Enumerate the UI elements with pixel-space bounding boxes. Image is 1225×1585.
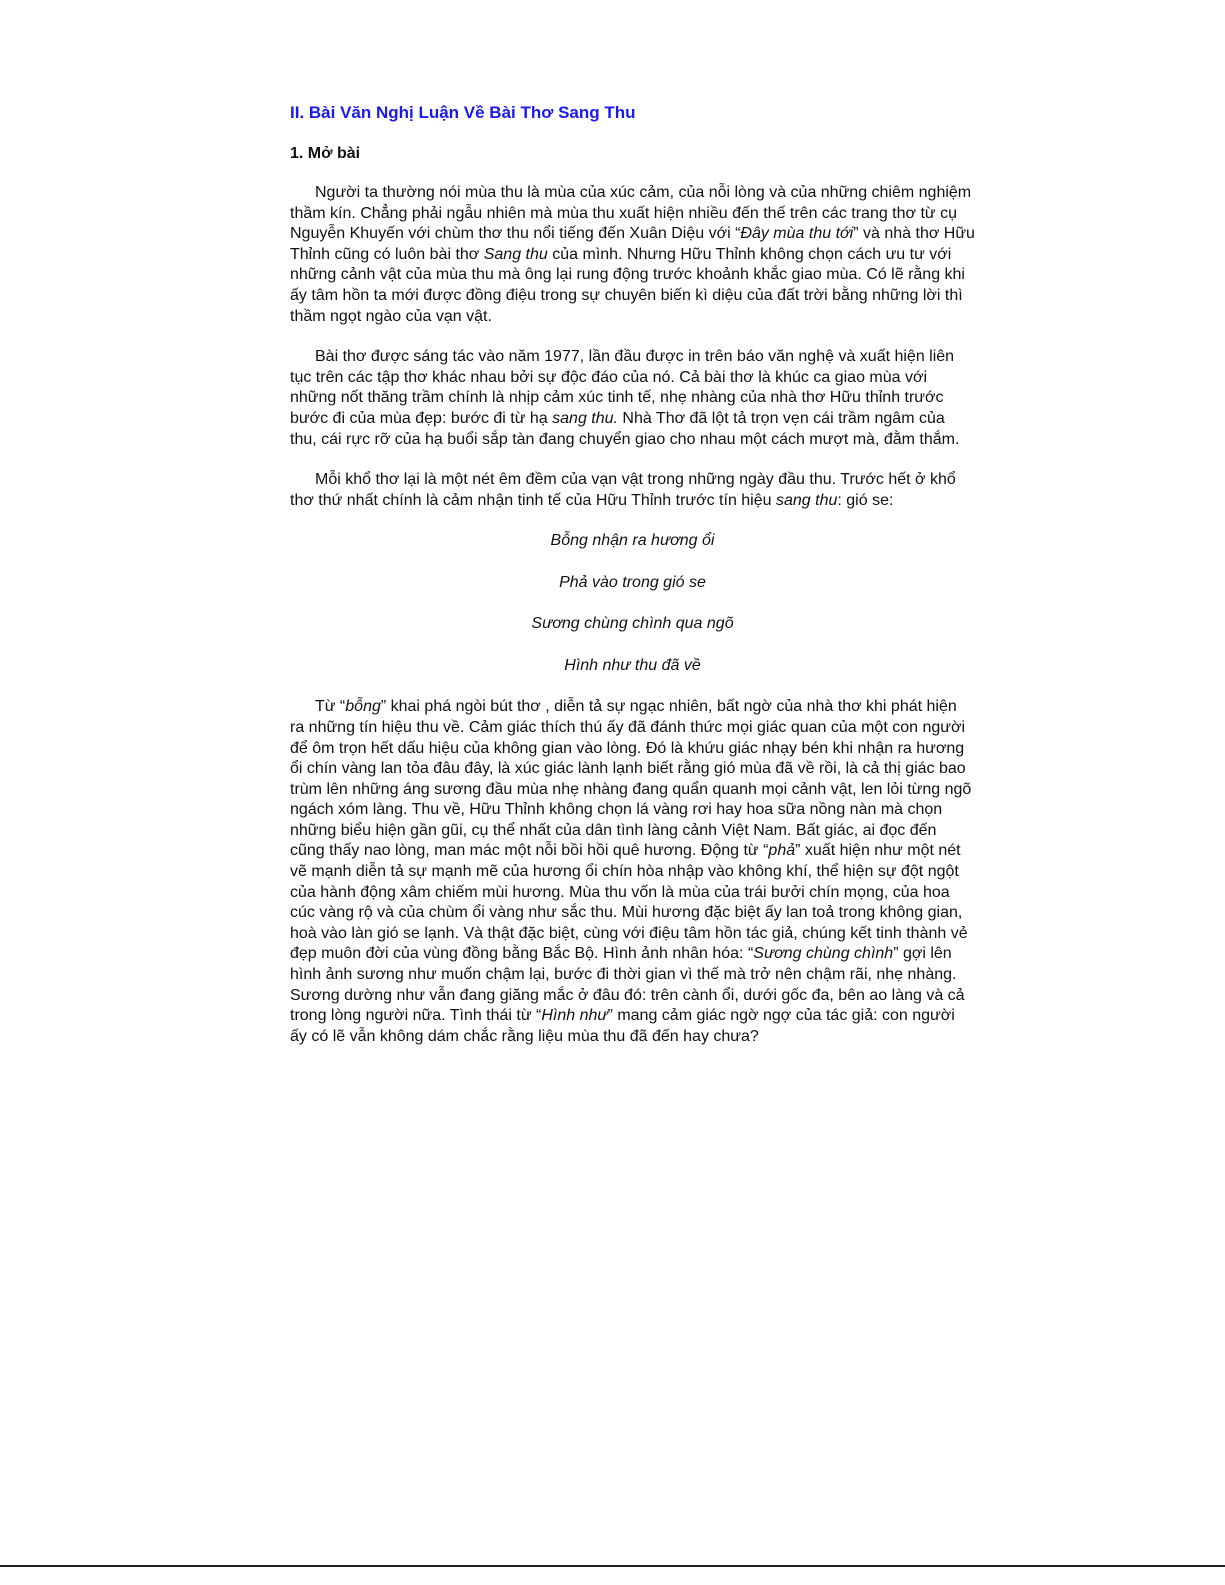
poem-line: Sương chùng chình qua ngõ <box>531 615 734 633</box>
italic-run: Hình như <box>541 1007 608 1025</box>
paragraph-analysis <box>290 697 975 1047</box>
paragraph-lead-in <box>290 470 975 511</box>
document-page <box>290 101 975 1067</box>
text-run: ” gợi lên hình ảnh sương như muốn chậm lại, bước đi thời gian vì thế mà trở nên chậm rãi, nhẹ nhàng. Sương dường như vẫn đang giăng mắc ở đâu đó: trên cành ổi, dưới gốc đa, bên ao làng và cả trong lòng người nữa. Tình thái từ “ <box>290 945 965 1025</box>
italic-run: Sương chùng chình <box>753 945 894 963</box>
text-run: Người ta thường nói mùa thu là mùa của xúc cảm, của nỗi lòng và của những chiêm nghiệm thầm kín. Chẳng phải ngẫu nhiên mà mùa thu xuất hiện nhiều đến thế trên các trang thơ từ cụ Nguyễn Khuyến với chùm thơ thu nổi tiếng đến Xuân Diệu với “ <box>290 184 972 243</box>
italic-run: sang thu <box>775 491 838 509</box>
text-run: Bài thơ được sáng tác vào năm 1977, lần đầu được in trên báo văn nghệ và xuất hiện liên tục trên các tập thơ khác nhau bởi sự độc đáo của nó. Cả bài thơ là khúc ca giao mùa với những nốt thăng trầm chính là nhịp cảm xúc tinh tế, nhẹ nhàng của nhà thơ Hữu thỉnh trước bước đi của mùa đẹp: bước đi từ hạ <box>290 348 955 427</box>
section-heading: II. Bài Văn Nghị Luận Về Bài Thơ Sang Thu <box>290 103 636 122</box>
italic-run: phả <box>768 842 796 860</box>
poem-line: Bỗng nhận ra hương ổi <box>550 532 715 550</box>
text-run: ” mang cảm giác ngờ ngợ của tác giả: con người ấy có lẽ vẫn không dám chắc rằng liệu mùa thu đã đến hay chưa? <box>290 1007 955 1045</box>
page-bottom-rule <box>0 1565 1225 1567</box>
subsection-heading: 1. Mở bài <box>290 145 361 162</box>
text-run: Từ “ <box>315 698 346 716</box>
text-run: ” xuất hiện như một nét vẽ mạnh diễn tả sự mạnh mẽ của hương ổi chín hòa nhập vào không khí, thể hiện sự đột ngột của hành động xâm chiếm mùi hương. Mùa thu vốn là mùa của trái bưởi chín mọng, của hoa cúc vàng rộ và của chùm ổi vàng như sắc thu. Mùi hương đặc biệt ấy lan toả trong không gian, hoà vào làn gió se lạnh. Và thật đặc biệt, cùng với điệu tâm hồn tác giả, chúng kết tinh thành vẻ đẹp muôn đời của vùng đồng bằng Bắc Bộ. Hình ảnh nhân hóa: “ <box>290 842 968 963</box>
text-run: Mỗi khổ thơ lại là một nét êm đềm của vạn vật trong những ngày đầu thu. Trước hết ở khổ thơ thứ nhất chính là cảm nhận tinh tế của Hữu Thỉnh trước tín hiệu <box>290 471 956 509</box>
italic-run: Đây mùa thu tới <box>740 225 854 243</box>
text-run: của mình. Nhưng Hữu Thỉnh không chọn cách ưu tư với những cảnh vật của mùa thu mà ông lại rung động trước khoảnh khắc giao mùa. Có lẽ rằng khi ấy tâm hồn ta mới được đồng điệu trong sự chuyên biến kì diệu của đất trời bằng những lời thì thầm ngọt ngào của vạn vật. <box>290 245 965 325</box>
italic-run: Sang thu <box>483 245 548 263</box>
text-run: ” khai phá ngòi bút thơ , diễn tả sự ngạc nhiên, bất ngờ của nhà thơ khi phát hiện ra những tín hiệu thu về. Cảm giác thích thú ấy đã đánh thức mọi giác quan của một con người để ôm trọn hết dấu hiệu của không gian vào lòng. Đó là khứu giác nhạy bén khi nhận ra hương ổi chín vàng lan tỏa đâu đây, là xúc giác lành lạnh biết rằng gió mùa đã về rồi, là cả thị giác bao trùm lên những áng sương đầu mùa nhẹ nhàng đang quẩn quanh mọi cảnh vật, len lỏi từng ngõ ngách xóm làng. Thu về, Hữu Thỉnh không chọn lá vàng rơi hay hoa sữa nồng nàn mà chọn những biểu hiện gần gũi, cụ thể nhất của dân tình làng cảnh Việt Nam. Bất giác, ai đọc đến cũng thấy nao lòng, man mác một nỗi bồi hồi quê hương. Động từ “ <box>290 698 972 860</box>
text-run: ” và nhà thơ Hữu Thỉnh cũng có luôn bài thơ <box>290 225 975 263</box>
poem-line: Hình như thu đã về <box>564 656 701 674</box>
italic-run: bỗng <box>345 698 381 716</box>
paragraph-intro <box>290 183 975 327</box>
italic-run: sang thu. <box>552 409 618 427</box>
poem-stanza <box>290 531 975 676</box>
poem-line: Phả vào trong gió se <box>559 573 706 591</box>
text-run: Nhà Thơ đã lột tả trọn vẹn cái trầm ngâm của thu, cái rực rỡ của hạ buổi sắp tàn đang chuyển giao cho nhau một cách mượt mà, đằm thắm. <box>290 409 960 448</box>
paragraph-context <box>290 347 975 450</box>
text-run: : gió se: <box>837 491 894 509</box>
